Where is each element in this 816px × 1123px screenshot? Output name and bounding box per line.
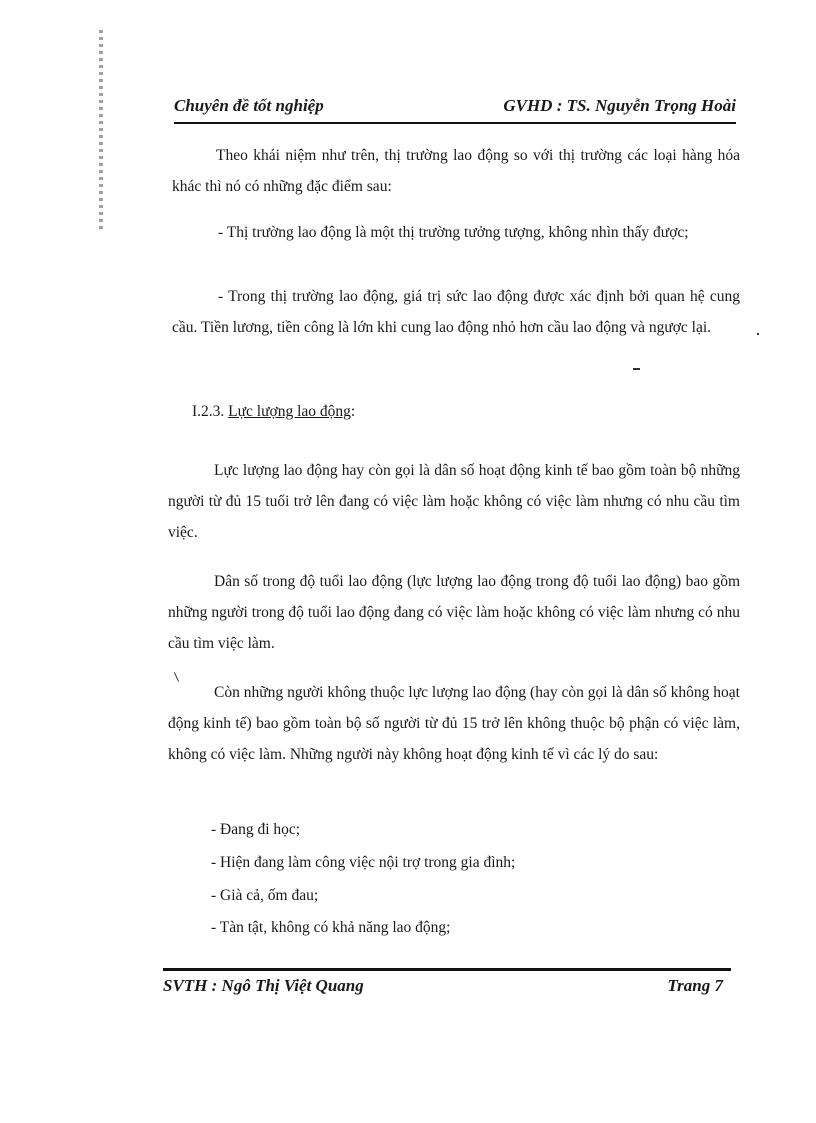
page-header bbox=[174, 96, 736, 124]
section-suffix: : bbox=[350, 403, 356, 420]
section-number: I.2.3. bbox=[192, 403, 225, 420]
section-title: Lực lượng lao động bbox=[228, 403, 351, 420]
page-footer bbox=[163, 976, 723, 1000]
paragraph-not-in-labor-force: Còn những người không thuộc lực lượng lao động (hay còn gọi là dân số không hoạt động kinh tế) bao gồm toàn bộ số người từ đủ 15 trở lên không thuộc bộ phận có việc làm, không có việc làm. Những người này không hoạt động kinh tế vì các lý do sau: bbox=[168, 684, 740, 763]
paragraph-working-age: Dân số trong độ tuổi lao động (lực lượng lao động trong độ tuổi lao động) bao gồm những người trong độ tuổi lao động đang có việc làm hoặc không có việc làm nhưng có nhu cầu tìm việc làm. bbox=[168, 573, 740, 652]
list-item: - Tàn tật, không có khả năng lao động; bbox=[211, 919, 451, 936]
footer-page-number: Trang 7 bbox=[667, 976, 723, 995]
section-heading bbox=[192, 403, 355, 421]
scan-speck bbox=[633, 368, 640, 370]
paragraph-supply-demand: - Trong thị trường lao động, giá trị sức lao động được xác định bởi quan hệ cung cầu. Tiền lương, tiền công là lớn khi cung lao động nhỏ hơn cầu lao động và ngược lại. bbox=[172, 288, 740, 336]
footer-divider bbox=[163, 968, 731, 971]
paragraph-imaginary-market: - Thị trường lao động là một thị trường tưởng tượng, không nhìn thấy được; bbox=[218, 224, 689, 241]
header-course-title: Chuyên đề tốt nghiệp bbox=[174, 96, 324, 115]
header-supervisor: GVHD : TS. Nguyễn Trọng Hoài bbox=[503, 96, 736, 115]
scan-edge-artifact bbox=[99, 30, 103, 230]
paragraph-intro: Theo khái niệm như trên, thị trường lao động so với thị trường các loại hàng hóa khác thì nó có những đặc điểm sau: bbox=[172, 147, 740, 195]
scan-speck bbox=[757, 333, 759, 335]
list-item: - Hiện đang làm công việc nội trợ trong gia đình; bbox=[211, 854, 516, 871]
footer-student: SVTH : Ngô Thị Việt Quang bbox=[163, 976, 364, 995]
list-item: - Đang đi học; bbox=[211, 821, 301, 838]
list-item: - Già cả, ốm đau; bbox=[211, 887, 319, 904]
paragraph-labor-force: Lực lượng lao động hay còn gọi là dân số hoạt động kinh tế bao gồm toàn bộ những người từ đủ 15 tuổi trở lên đang có việc làm hoặc không có việc làm nhưng có nhu cầu tìm việc. bbox=[168, 462, 740, 541]
